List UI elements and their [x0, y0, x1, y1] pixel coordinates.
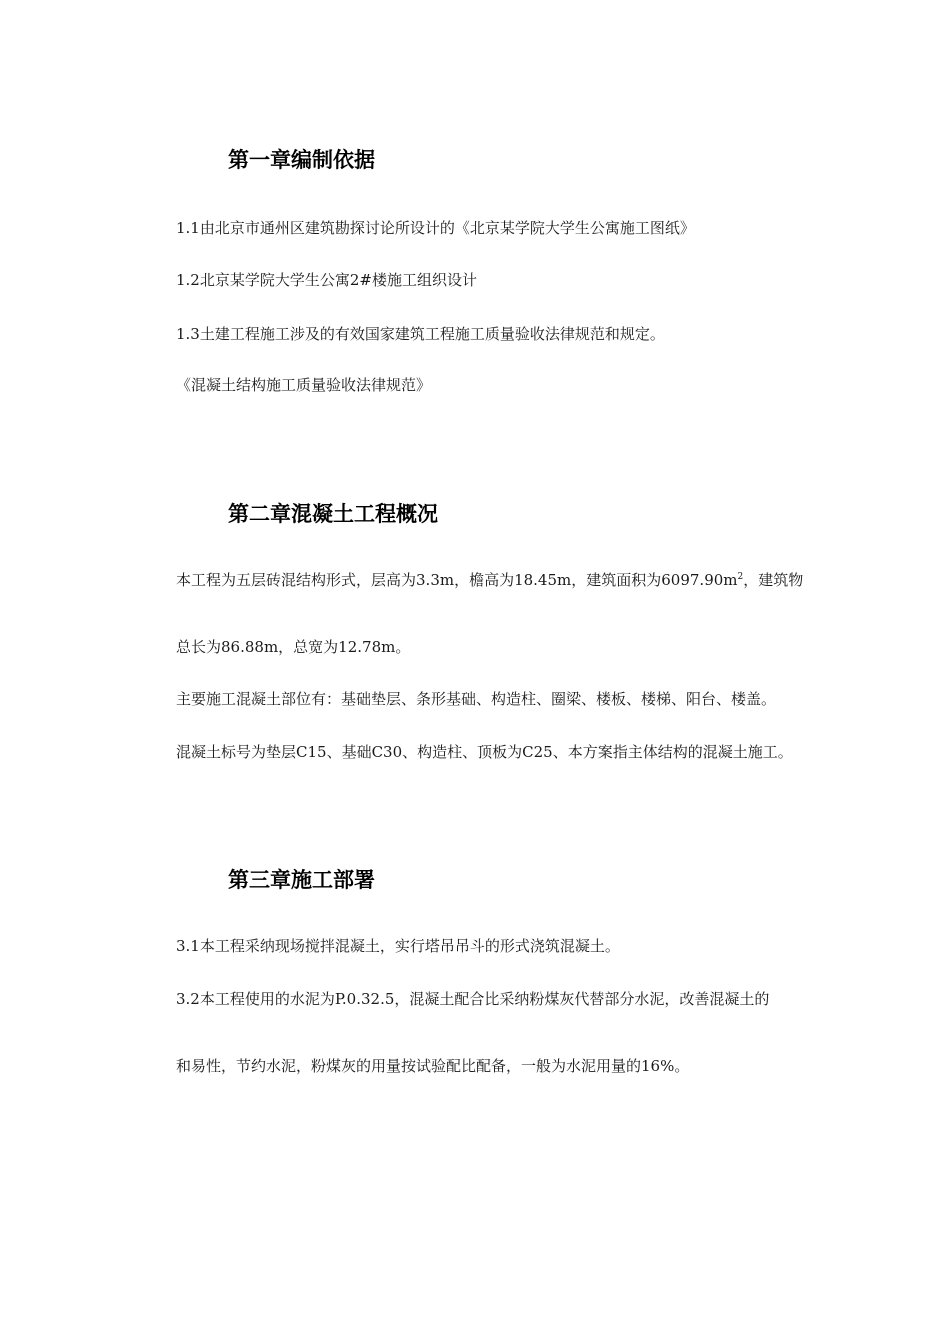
chapter-1-paragraph-3: 1.3土建工程施工涉及的有效国家建筑工程施工质量验收法律规范和规定。 — [176, 325, 665, 343]
chapter-2-paragraph-1-text: 本工程为五层砖混结构形式，层高为3.3m，檐高为18.45m，建筑面积为6097.90m — [176, 571, 738, 589]
chapter-2-paragraph-3: 主要施工混凝土部位有：基础垫层、条形基础、构造柱、圈梁、楼板、楼梯、阳台、楼盖。 — [176, 690, 777, 708]
chapter-1-paragraph-1: 1.1由北京市通州区建筑勘探讨论所设计的《北京某学院大学生公寓施工图纸》 — [176, 219, 695, 237]
area-unit-superscript: 2 — [737, 572, 744, 582]
chapter-3-title: 第三章施工部署 — [228, 868, 375, 892]
chapter-3-paragraph-3: 和易性，节约水泥，粉煤灰的用量按试验配比配备，一般为水泥用量的16%。 — [176, 1057, 690, 1075]
chapter-1-title: 第一章编制依据 — [228, 148, 375, 172]
chapter-2-title: 第二章混凝土工程概况 — [228, 502, 438, 526]
chapter-1-paragraph-2: 1.2北京某学院大学生公寓2#楼施工组织设计 — [176, 271, 477, 289]
chapter-2-paragraph-1 — [176, 570, 803, 590]
chapter-1-paragraph-4: 《混凝土结构施工质量验收法律规范》 — [176, 376, 432, 394]
chapter-2-paragraph-4: 混凝土标号为垫层C15、基础C30、构造柱、顶板为C25、本方案指主体结构的混凝土施工。 — [176, 743, 793, 761]
chapter-2-paragraph-2: 总长为86.88m，总宽为12.78m。 — [176, 638, 411, 656]
chapter-2-paragraph-1-tail: ，建筑物 — [743, 571, 804, 589]
chapter-3-paragraph-1: 3.1本工程采纳现场搅拌混凝土，实行塔吊吊斗的形式浇筑混凝土。 — [176, 937, 620, 955]
chapter-3-paragraph-2: 3.2本工程使用的水泥为P.0.32.5，混凝土配合比采纳粉煤灰代替部分水泥，改善混凝土的 — [176, 990, 770, 1008]
